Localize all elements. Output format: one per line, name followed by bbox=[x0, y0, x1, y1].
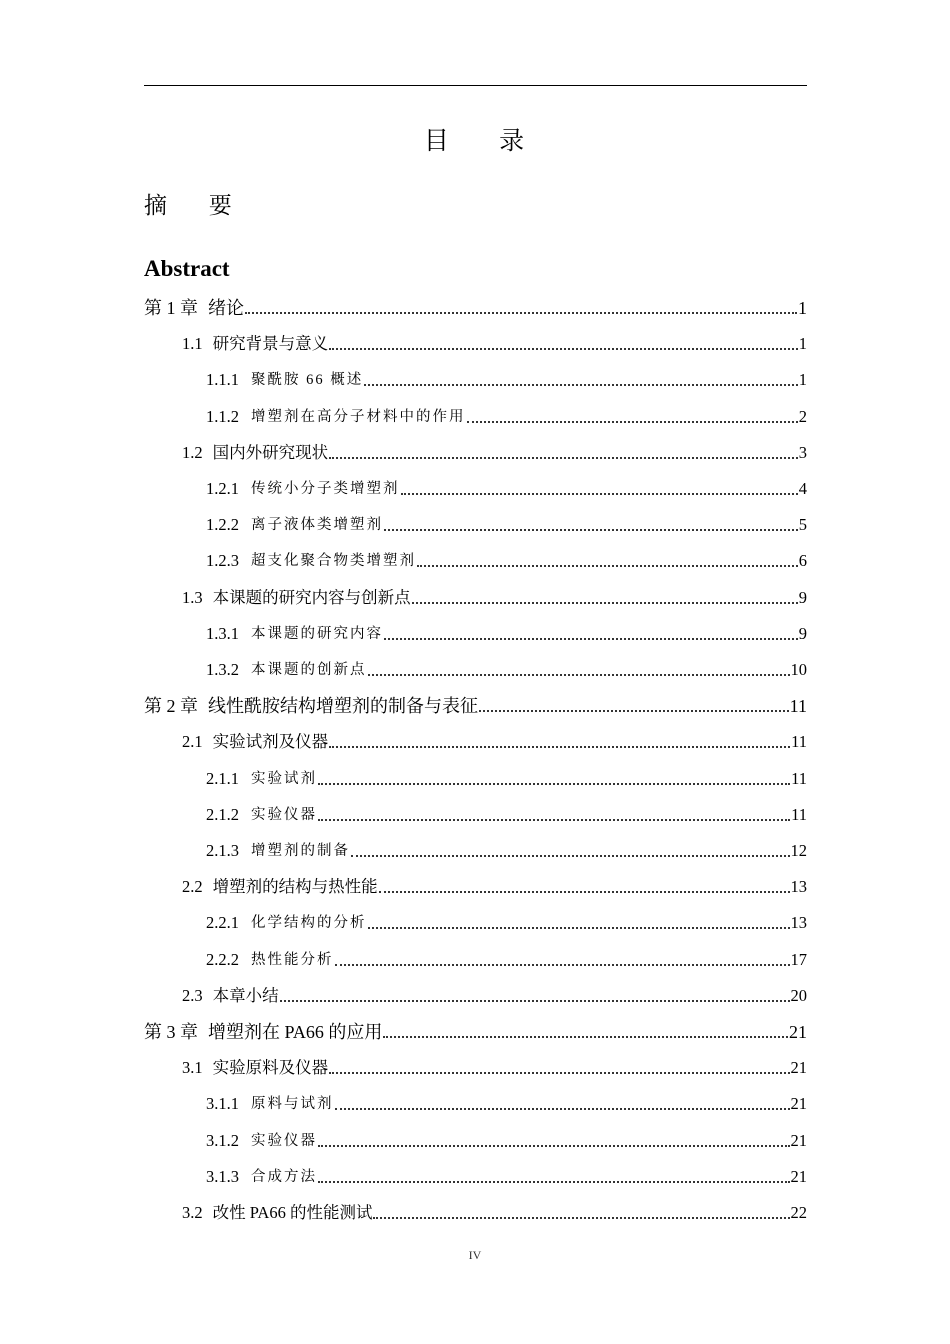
toc-entry[interactable] bbox=[206, 1126, 807, 1152]
toc-entry-page: 5 bbox=[798, 515, 807, 534]
dot-leader bbox=[318, 783, 790, 785]
toc-entry-page: 4 bbox=[798, 479, 807, 498]
toc-entry[interactable] bbox=[206, 945, 807, 971]
toc-entry[interactable] bbox=[182, 872, 807, 898]
toc-entry-page: 17 bbox=[790, 950, 807, 969]
toc-entry-page: 11 bbox=[791, 805, 807, 824]
toc-entry-number: 2.2.2 bbox=[206, 950, 239, 969]
toc-entry[interactable] bbox=[206, 365, 807, 391]
toc-entry-title: 增塑剂在 PA66 的应用 bbox=[208, 1022, 383, 1042]
toc-entry-page: 1 bbox=[798, 370, 807, 389]
toc-entry[interactable] bbox=[206, 474, 807, 500]
toc-entry-page: 9 bbox=[798, 624, 807, 643]
toc-entry[interactable] bbox=[144, 1017, 807, 1043]
dot-leader bbox=[280, 1000, 790, 1002]
dot-leader bbox=[368, 927, 790, 929]
toc-entry-abstract-zh[interactable]: 摘 要 bbox=[144, 193, 250, 218]
toc-entry-page: 9 bbox=[798, 588, 807, 607]
toc-entry-number: 2.1.1 bbox=[206, 769, 239, 788]
toc-entry-page: 21 bbox=[790, 1058, 807, 1077]
dot-leader bbox=[384, 529, 798, 531]
toc-entry-title: 实验仪器 bbox=[251, 807, 317, 823]
toc-entry-number: 1.3.1 bbox=[206, 624, 239, 643]
dot-leader bbox=[401, 493, 798, 495]
toc-entry[interactable] bbox=[144, 293, 807, 319]
dot-leader bbox=[479, 710, 789, 712]
dot-leader bbox=[329, 457, 798, 459]
toc-entry-page: 22 bbox=[790, 1203, 807, 1222]
toc-entry[interactable] bbox=[206, 546, 807, 572]
toc-entry-number: 2.1.2 bbox=[206, 805, 239, 824]
toc-entry-title: 绪论 bbox=[208, 298, 244, 318]
toc-entry-page: 11 bbox=[791, 769, 807, 788]
toc-entry-title: 本课题的创新点 bbox=[251, 662, 367, 678]
toc-entry-number: 2.1 bbox=[182, 732, 203, 751]
dot-leader bbox=[329, 1072, 789, 1074]
dot-leader bbox=[245, 312, 797, 314]
toc-entry[interactable] bbox=[182, 981, 807, 1007]
dot-leader bbox=[379, 891, 790, 893]
dot-leader bbox=[412, 602, 798, 604]
toc-entry-title: 本章小结 bbox=[212, 986, 279, 1005]
toc-entry-number: 2.2 bbox=[182, 877, 203, 896]
toc-entry-number: 3.1.1 bbox=[206, 1094, 239, 1113]
toc-entry-page: 1 bbox=[798, 334, 807, 353]
toc-entry-number: 第 1 章 bbox=[144, 298, 198, 318]
toc-entry[interactable] bbox=[144, 691, 807, 717]
toc-entry[interactable] bbox=[206, 908, 807, 934]
toc-entry-number: 2.1.3 bbox=[206, 841, 239, 860]
toc-entry[interactable] bbox=[182, 727, 807, 753]
toc-entry-title: 国内外研究现状 bbox=[212, 443, 329, 462]
toc-entry-number: 2.3 bbox=[182, 986, 203, 1005]
toc-entry-page: 6 bbox=[798, 551, 807, 570]
toc-entry-number: 第 2 章 bbox=[144, 696, 198, 716]
toc-entry-title: 合成方法 bbox=[251, 1169, 317, 1185]
toc-entry-title: 增塑剂的结构与热性能 bbox=[212, 877, 378, 896]
dot-leader bbox=[335, 964, 790, 966]
dot-leader bbox=[467, 421, 798, 423]
toc-entry-title: 热性能分析 bbox=[251, 952, 334, 968]
toc-entry-number: 2.2.1 bbox=[206, 913, 239, 932]
toc-entry[interactable] bbox=[206, 655, 807, 681]
page-title: 目 录 bbox=[423, 128, 547, 155]
dot-leader bbox=[373, 1217, 789, 1219]
toc-entry-number: 1.1 bbox=[182, 334, 203, 353]
toc-entry-title: 原料与试剂 bbox=[251, 1096, 334, 1112]
toc-entry-page: 3 bbox=[798, 443, 807, 462]
toc-entry-number: 3.1 bbox=[182, 1058, 203, 1077]
toc-entry[interactable] bbox=[182, 1198, 807, 1224]
page-number: IV bbox=[468, 1248, 482, 1262]
toc-entry[interactable] bbox=[182, 583, 807, 609]
toc-entry-page: 11 bbox=[789, 696, 807, 716]
toc-entry-page: 21 bbox=[790, 1131, 807, 1150]
toc-entry-title: 本课题的研究内容与创新点 bbox=[212, 588, 411, 607]
toc-entry-page: 10 bbox=[790, 660, 807, 679]
toc-entry-number: 第 3 章 bbox=[144, 1022, 198, 1042]
dot-leader bbox=[329, 348, 798, 350]
dot-leader bbox=[329, 746, 790, 748]
dot-leader bbox=[417, 565, 798, 567]
toc-entry[interactable] bbox=[206, 402, 807, 428]
toc-entry-number: 1.3 bbox=[182, 588, 203, 607]
toc-entry-title: 实验试剂 bbox=[251, 771, 317, 787]
toc-entry-title: 增塑剂的制备 bbox=[251, 843, 350, 859]
toc-entry[interactable] bbox=[206, 1089, 807, 1115]
toc-entry-abstract-en[interactable]: Abstract bbox=[144, 256, 230, 281]
dot-leader bbox=[318, 1181, 790, 1183]
toc-entry-number: 1.2.2 bbox=[206, 515, 239, 534]
toc-entry-title: 本课题的研究内容 bbox=[251, 626, 383, 642]
dot-leader bbox=[318, 819, 790, 821]
toc-entry-page: 20 bbox=[790, 986, 807, 1005]
toc-entry[interactable] bbox=[206, 510, 807, 536]
toc-entry-title: 改性 PA66 的性能测试 bbox=[212, 1203, 373, 1222]
toc-entry-title: 离子液体类增塑剂 bbox=[251, 517, 383, 533]
toc-entry-page: 21 bbox=[789, 1022, 807, 1042]
toc-entry-page: 11 bbox=[791, 732, 807, 751]
dot-leader bbox=[335, 1108, 790, 1110]
dot-leader bbox=[318, 1145, 790, 1147]
toc-entry-number: 3.1.2 bbox=[206, 1131, 239, 1150]
toc-entry-number: 3.1.3 bbox=[206, 1167, 239, 1186]
toc-entry-page: 1 bbox=[798, 298, 807, 318]
dot-leader bbox=[368, 674, 790, 676]
toc-entry-title: 增塑剂在高分子材料中的作用 bbox=[251, 409, 466, 425]
toc-entry-page: 13 bbox=[790, 877, 807, 896]
toc-entry-title: 化学结构的分析 bbox=[251, 915, 367, 931]
toc-entry-number: 3.2 bbox=[182, 1203, 203, 1222]
toc-entry-page: 21 bbox=[790, 1167, 807, 1186]
toc-entry-title: 聚酰胺 66 概述 bbox=[251, 372, 364, 388]
toc-entry[interactable] bbox=[182, 1053, 807, 1079]
toc-entry-number: 1.3.2 bbox=[206, 660, 239, 679]
toc-entry-number: 1.2.3 bbox=[206, 551, 239, 570]
toc-entry-number: 1.1.1 bbox=[206, 370, 239, 389]
toc-entry-number: 1.1.2 bbox=[206, 407, 239, 426]
toc-entry-title: 线性酰胺结构增塑剂的制备与表征 bbox=[208, 696, 478, 716]
toc-entry-title: 超支化聚合物类增塑剂 bbox=[251, 553, 416, 569]
toc-entry-page: 21 bbox=[790, 1094, 807, 1113]
dot-leader bbox=[351, 855, 790, 857]
toc-entry-title: 实验试剂及仪器 bbox=[212, 732, 329, 751]
toc-entry-title: 实验仪器 bbox=[251, 1133, 317, 1149]
toc-entry[interactable] bbox=[206, 1162, 807, 1188]
toc-entry-number: 1.2 bbox=[182, 443, 203, 462]
toc-entry[interactable] bbox=[182, 329, 807, 355]
toc-entry[interactable] bbox=[206, 800, 807, 826]
dot-leader bbox=[364, 384, 798, 386]
toc-entry-page: 12 bbox=[790, 841, 807, 860]
dot-leader bbox=[384, 638, 798, 640]
toc-entry[interactable] bbox=[182, 438, 807, 464]
dot-leader bbox=[383, 1036, 788, 1038]
toc-entry[interactable] bbox=[206, 764, 807, 790]
toc-entry-page: 2 bbox=[798, 407, 807, 426]
toc-entry[interactable] bbox=[206, 619, 807, 645]
toc-entry-number: 1.2.1 bbox=[206, 479, 239, 498]
toc-entry-title: 研究背景与意义 bbox=[212, 334, 329, 353]
toc-entry[interactable] bbox=[206, 836, 807, 862]
toc-entry-page: 13 bbox=[790, 913, 807, 932]
toc-entry-title: 实验原料及仪器 bbox=[212, 1058, 329, 1077]
toc-entry-title: 传统小分子类增塑剂 bbox=[251, 481, 400, 497]
